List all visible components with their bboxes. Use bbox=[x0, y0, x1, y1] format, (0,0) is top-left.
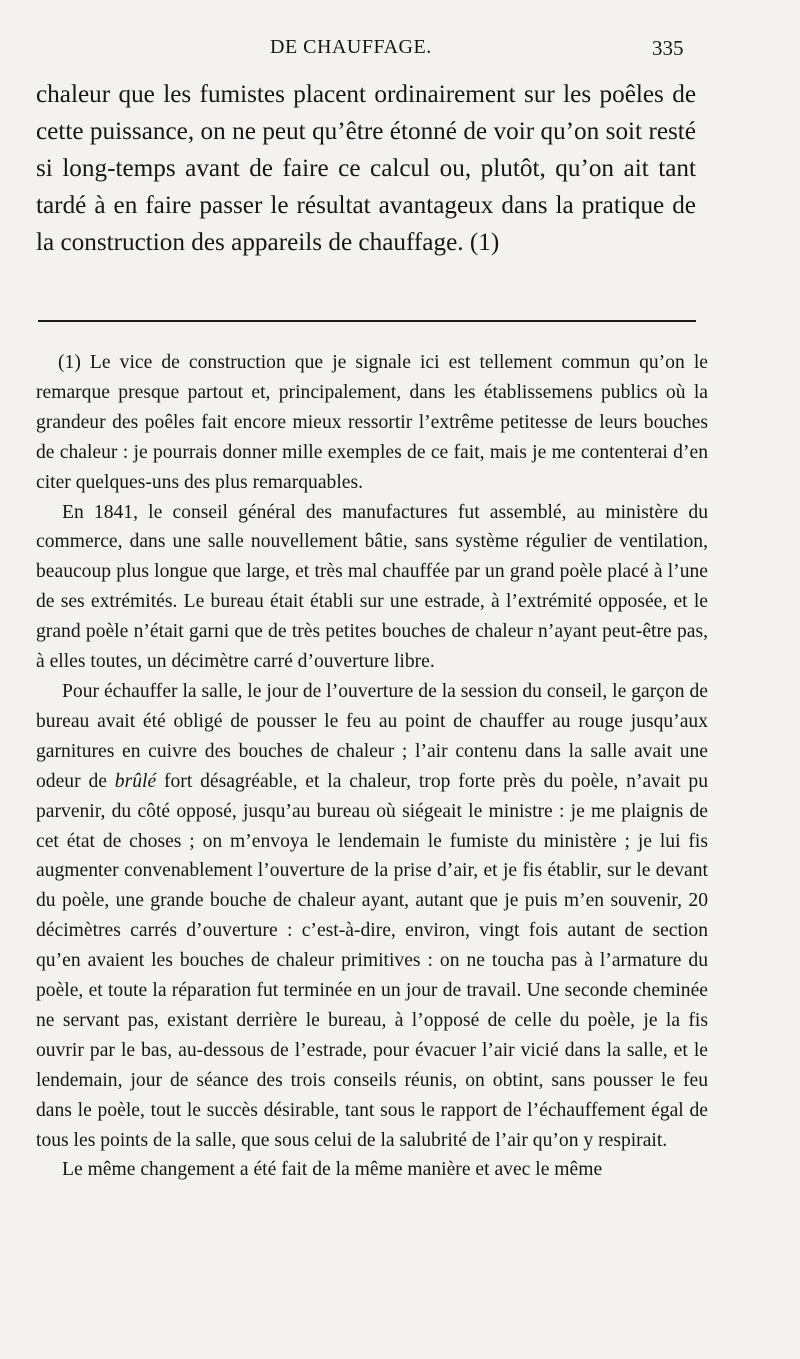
footnote-paragraph-3-end: fort désagréable, et la chaleur, trop forte près du poèle, n’avait pu parvenir, du côté opposé, jusqu’au bureau où siégeait le ministre : je me plaignis de cet état de choses ; on m’envoya le lendemain le fumiste du ministère ; je lui fis augmenter convenablement l’ouverture de la prise d’air, et je fis établir, sur le devant du poèle, une grande bouche de chaleur ayant, autant que je puis m’en souvenir, 20 décimètres carrés d’ouverture : c’est-à-dire, environ, vingt fois autant de section qu’en avaient les bouches de chaleur primitives : on ne toucha pas à l’armature du poèle, et toute la réparation fut terminée en un jour de travail. Une seconde cheminée ne servant pas, existant derrière le bureau, à l’opposé de celle du poèle, je la fis ouvrir par le bas, au-dessous de l’estrade, pour évacuer l’air vicié dans la salle, et le lendemain, jour de séance des trois conseils réunis, on obtint, sans pousser le feu dans le poèle, tout le succès désirable, tant sous le rapport de l’échauffement égal de tous les points de la salle, que sous celui de la salubrité de l’air qu’on y respirait. bbox=[36, 770, 708, 1151]
footnote-separator-rule bbox=[38, 320, 696, 322]
footnote-paragraph-2: En 1841, le conseil général des manufactures fut assemblé, au ministère du commerce, dans une salle nouvellement bâtie, sans système régulier de ventilation, beaucoup plus longue que large, et très mal chauffée par un grand poèle placé à l’une de ses extrémités. Le bureau était établi sur une estrade, à l’extrémité opposée, et le grand poèle n’était garni que de très petites bouches de chaleur n’ayant peut-être pas, à elles toutes, un décimètre carré d’ouverture libre. bbox=[36, 501, 708, 673]
footnote-paragraph-1: (1) Le vice de construction que je signale ici est tellement commun qu’on le remarque presque partout et, principalement, dans les établissemens publics où la grandeur des poêles fait encore mieux ressortir l’extrême petitesse de leurs bouches de chaleur : je pourrais donner mille exemples de ce fait, mais je me contenterai d’en citer quelques-uns des plus remarquables. bbox=[36, 352, 708, 493]
running-title: DE CHAUFFAGE. bbox=[270, 36, 432, 58]
italic-word: brûlé bbox=[114, 770, 157, 792]
page-header bbox=[0, 36, 800, 66]
main-paragraph: chaleur que les fumistes placent ordinairement sur les poêles de cette puissance, on ne peut qu’être étonné de voir qu’on soit resté si long-temps avant de faire ce calcul ou, plutôt, qu’on ait tant tardé à en faire passer le résultat avantageux dans la pratique de la construction des appareils de chauffage. (1) bbox=[36, 81, 696, 256]
footnote-paragraph-4: Le même changement a été fait de la même manière et avec le même bbox=[62, 1159, 603, 1181]
footnote bbox=[36, 348, 708, 1185]
footnote-paragraph-3-start: Pour échauffer la salle, le jour de l’ouverture de la session du conseil, le garçon de bureau avait été obligé de pousser le feu au point de chauffer au rouge jusqu’aux garnitures en cuivre des bouches de chaleur ; l’air contenu dans la salle avait une odeur de bbox=[36, 680, 708, 792]
footnote-paragraph-3 bbox=[36, 677, 708, 1156]
page-number: 335 bbox=[652, 36, 684, 60]
